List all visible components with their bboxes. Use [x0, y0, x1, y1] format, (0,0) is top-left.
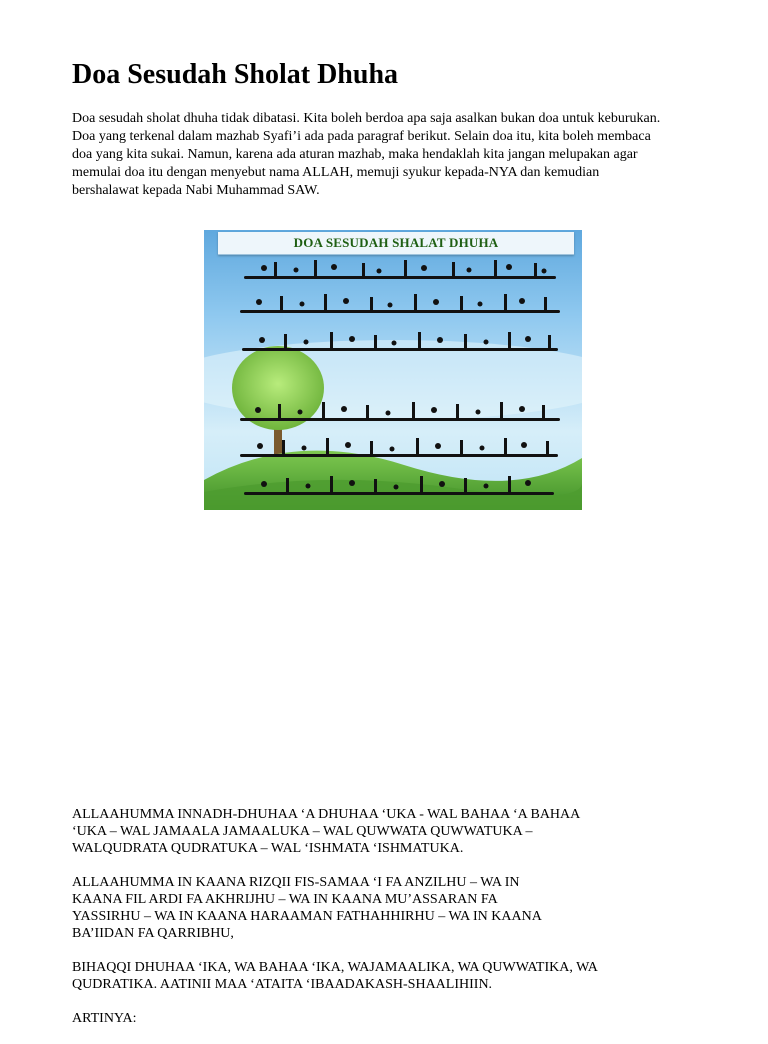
transliteration-line: ARTINYA:	[72, 1011, 137, 1026]
prayer-image-banner	[218, 232, 574, 255]
transliteration-line: YASSIRHU – WA IN KAANA HARAAMAN FATHAHHIRHU – WA IN KAANA	[72, 909, 542, 924]
transliteration-line: ‘UKA – WAL JAMAALA JAMAALUKA – WAL QUWWATA QUWWATUKA –	[72, 824, 533, 839]
transliteration-line: QUDRATIKA. AATINII MAA ‘ATAITA ‘IBAADAKASH-SHAALIHIIN.	[72, 977, 493, 992]
transliteration-line: ALLAAHUMMA IN KAANA RIZQII FIS-SAMAA ‘I FA ANZILHU – WA IN	[72, 875, 520, 890]
transliteration-line: ALLAAHUMMA INNADH-DHUHAA ‘A DHUHAA ‘UKA - WAL BAHAA ‘A BAHAA	[72, 807, 581, 822]
arabic-line	[240, 294, 560, 313]
intro-line: memulai doa itu dengan menyebut nama ALLAH, memuji syukur kepada-NYA dan kemudian	[72, 165, 600, 180]
artinya-heading	[72, 1010, 712, 1027]
prayer-image-title: DOA SESUDAH SHALAT DHUHA	[293, 235, 499, 250]
transliteration-section	[72, 806, 712, 1044]
intro-paragraph	[72, 110, 722, 200]
intro-line: Doa sesudah sholat dhuha tidak dibatasi. Kita boleh berdoa apa saja asalkan bukan doa untuk keburukan.	[72, 111, 661, 126]
arabic-line	[240, 438, 558, 457]
page-title: Doa Sesudah Sholat Dhuha	[72, 59, 399, 90]
transliteration-paragraph	[72, 806, 712, 857]
intro-line: Doa yang terkenal dalam mazhab Syafi’i ada pada paragraf berikut. Selain doa itu, kita boleh membaca	[72, 129, 651, 144]
prayer-image-background	[204, 230, 582, 510]
intro-line: doa yang kita sukai. Namun, karena ada aturan mazhab, maka hendaklah kita jangan melupakan agar	[72, 147, 638, 162]
transliteration-line: BIHAQQI DHUHAA ‘IKA, WA BAHAA ‘IKA, WAJAMAALIKA, WA QUWWATIKA, WA	[72, 960, 598, 975]
transliteration-line: KAANA FIL ARDI FA AKHRIJHU – WA IN KAANA MU’ASSARAN FA	[72, 892, 498, 907]
arabic-line	[244, 260, 556, 279]
transliteration-paragraph	[72, 874, 712, 942]
transliteration-line: BA’IIDAN FA QARRIBHU,	[72, 926, 234, 941]
transliteration-line: WALQUDRATA QUDRATUKA – WAL ‘ISHMATA ‘ISHMATUKA.	[72, 841, 464, 856]
prayer-image	[204, 230, 582, 510]
transliteration-paragraph	[72, 959, 712, 993]
intro-line: bershalawat kepada Nabi Muhammad SAW.	[72, 183, 320, 198]
